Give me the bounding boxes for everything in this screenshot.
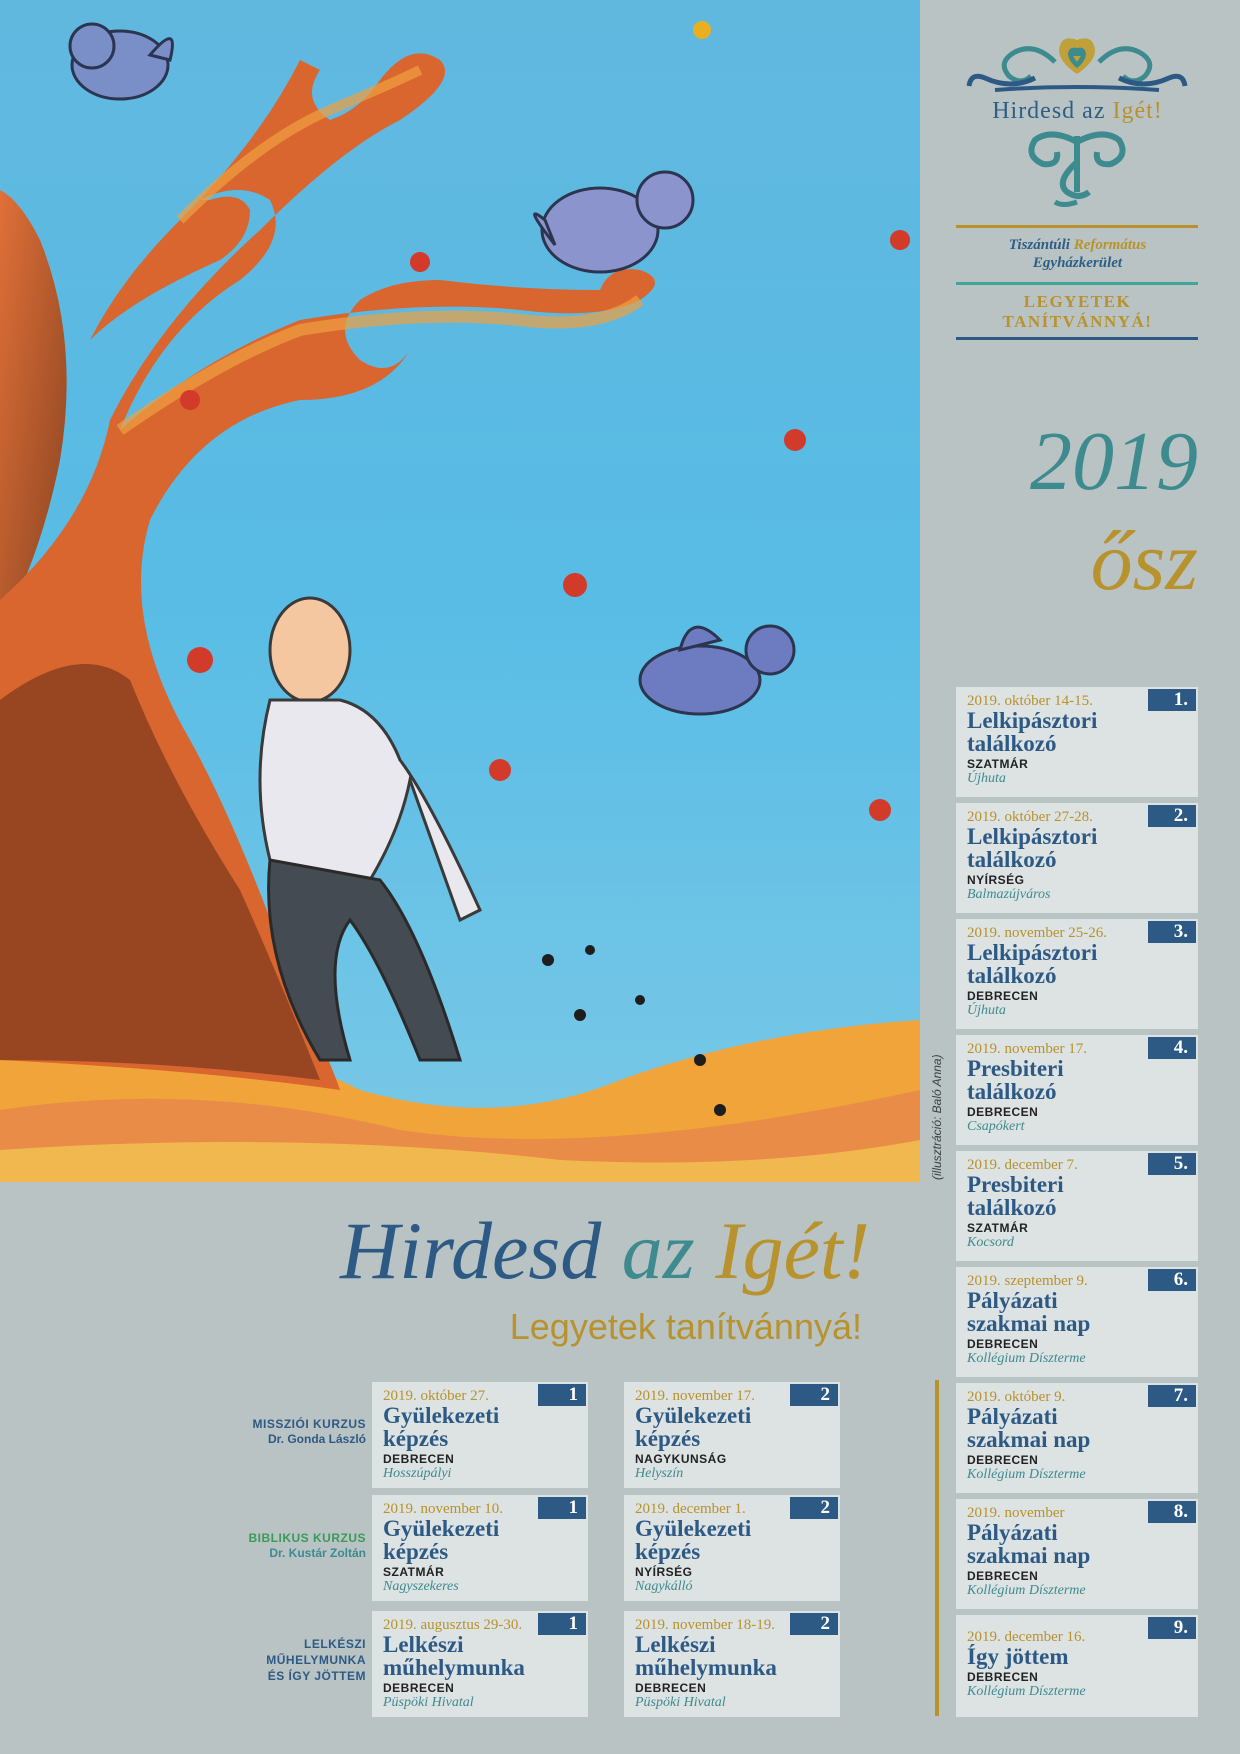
- event-title-line1: Presbiteri: [967, 1172, 1064, 1197]
- event-date: 2019. december 16.: [967, 1629, 1086, 1645]
- course-category: BIBLIKUS KURZUS: [248, 1531, 366, 1545]
- event-title: [635, 1517, 751, 1563]
- event-date: 2019. október 14-15.: [967, 693, 1093, 709]
- event-title: [967, 941, 1097, 987]
- event-place: SZATMÁR: [383, 1565, 445, 1579]
- event-title: [383, 1517, 499, 1563]
- event-title-line1: Lelkipásztori: [967, 824, 1098, 849]
- event-title-line2: műhelymunka: [635, 1655, 777, 1680]
- event-card: [956, 803, 1198, 913]
- event-card: [956, 687, 1198, 797]
- event-place: DEBRECEN: [967, 1337, 1039, 1351]
- event-title: [967, 1057, 1064, 1103]
- event-date: 2019. augusztus 29-30.: [383, 1617, 523, 1633]
- event-number: 5.: [1148, 1153, 1196, 1175]
- event-venue: Csapókert: [967, 1119, 1025, 1134]
- event-place: DEBRECEN: [967, 1670, 1039, 1684]
- org-line2: Egyházkerület: [1032, 255, 1123, 271]
- event-title-line2: képzés: [635, 1539, 701, 1564]
- event-place: DEBRECEN: [967, 989, 1039, 1003]
- event-number: 2: [790, 1497, 838, 1519]
- event-title-line2: találkozó: [967, 1195, 1057, 1220]
- event-title-line1: Gyülekezeti: [635, 1516, 752, 1541]
- event-title-line2: képzés: [635, 1426, 701, 1451]
- course-category-line2: MŰHELYMUNKA: [266, 1653, 366, 1667]
- headline: [230, 1206, 870, 1296]
- event-card: [956, 1499, 1198, 1609]
- event-place: SZATMÁR: [967, 1221, 1029, 1235]
- event-title-line1: Pályázati: [967, 1404, 1058, 1429]
- event-place: NYÍRSÉG: [967, 873, 1025, 887]
- event-title: [967, 1645, 1069, 1668]
- event-date: 2019. november 25-26.: [967, 925, 1107, 941]
- event-place: DEBRECEN: [967, 1453, 1039, 1467]
- logo-title-part2: Igét!: [1112, 98, 1163, 124]
- course-category: MISSZIÓI KURZUS: [252, 1417, 366, 1431]
- event-title: [967, 825, 1097, 871]
- event-date: 2019. december 1.: [635, 1501, 746, 1517]
- event-title-line2: szakmai nap: [967, 1427, 1091, 1452]
- event-title-line1: Lelkipásztori: [967, 708, 1098, 733]
- course-label: [150, 1416, 366, 1446]
- event-venue: Püspöki Hivatal: [383, 1695, 474, 1710]
- event-title: [967, 1405, 1090, 1451]
- course-leader: Dr. Gonda László: [267, 1432, 366, 1446]
- event-number: 2: [790, 1384, 838, 1406]
- column-divider-line: [935, 1380, 939, 1716]
- event-title: [967, 1173, 1064, 1219]
- event-title-line1: Gyülekezeti: [383, 1516, 500, 1541]
- course-event-card: [372, 1382, 588, 1488]
- event-title-line2: találkozó: [967, 847, 1057, 872]
- event-card: [956, 919, 1198, 1029]
- event-place: NYÍRSÉG: [635, 1565, 693, 1579]
- event-place: DEBRECEN: [635, 1681, 707, 1695]
- event-venue: Kollégium Díszterme: [967, 1351, 1086, 1366]
- event-date: 2019. december 7.: [967, 1157, 1078, 1173]
- event-title-line1: Gyülekezeti: [383, 1403, 500, 1428]
- event-number: 4.: [1148, 1037, 1196, 1059]
- org-line1-part1: Tiszántúli: [1008, 237, 1074, 253]
- event-title-line1: Lelkészi: [383, 1632, 464, 1657]
- event-place: SZATMÁR: [967, 757, 1029, 771]
- event-title-line1: Lelkészi: [635, 1632, 716, 1657]
- event-date: 2019. november 17.: [635, 1388, 755, 1404]
- event-venue: Helyszín: [635, 1466, 684, 1481]
- event-place: DEBRECEN: [383, 1452, 455, 1466]
- event-title-line2: találkozó: [967, 731, 1057, 756]
- logo-ornament: [955, 32, 1200, 222]
- headline-part2: az: [621, 1205, 716, 1296]
- event-date: 2019. október 27.: [383, 1388, 489, 1404]
- motto-line1: LEGYETEK: [1023, 292, 1132, 311]
- event-venue: Balmazújváros: [967, 887, 1051, 902]
- course-event-card: [372, 1495, 588, 1601]
- event-title-line2: szakmai nap: [967, 1311, 1091, 1336]
- event-number: 3.: [1148, 921, 1196, 943]
- course-label: [150, 1636, 366, 1684]
- event-title: [635, 1633, 777, 1679]
- divider-teal: [956, 282, 1198, 285]
- event-card: [956, 1151, 1198, 1261]
- event-venue: Nagykálló: [635, 1579, 693, 1594]
- event-date: 2019. október 9.: [967, 1389, 1066, 1405]
- subheadline: Legyetek tanítvánnyá!: [509, 1306, 862, 1347]
- event-date: 2019. november 18-19.: [635, 1617, 775, 1633]
- headline-part3: Igét!: [715, 1205, 870, 1296]
- event-title-line1: Pályázati: [967, 1520, 1058, 1545]
- event-number: 1.: [1148, 689, 1196, 711]
- event-venue: Újhuta: [967, 771, 1006, 786]
- event-card: [956, 1383, 1198, 1493]
- event-venue: Kollégium Díszterme: [967, 1684, 1086, 1699]
- event-card: [956, 1267, 1198, 1377]
- event-number: 9.: [1148, 1617, 1196, 1639]
- event-card: [956, 1615, 1198, 1717]
- event-title-line2: képzés: [383, 1426, 449, 1451]
- event-number: 6.: [1148, 1269, 1196, 1291]
- event-title-line2: találkozó: [967, 963, 1057, 988]
- event-number: 7.: [1148, 1385, 1196, 1407]
- logo-title-part1: Hirdesd az: [992, 98, 1113, 124]
- illustration: [0, 0, 920, 1182]
- course-category-line3: ÉS ÍGY JÖTTEM: [267, 1669, 366, 1683]
- event-number: 2.: [1148, 805, 1196, 827]
- event-venue: Püspöki Hivatal: [635, 1695, 726, 1710]
- course-event-card: [624, 1611, 840, 1717]
- motto-line2: TANÍTVÁNNYÁ!: [1002, 312, 1153, 331]
- event-venue: Kollégium Díszterme: [967, 1467, 1086, 1482]
- event-date: 2019. október 27-28.: [967, 809, 1093, 825]
- course-event-card: [372, 1611, 588, 1717]
- event-place: NAGYKUNSÁG: [635, 1452, 727, 1466]
- event-number: 1: [538, 1384, 586, 1406]
- course-event-card: [624, 1495, 840, 1601]
- event-title-line1: Presbiteri: [967, 1056, 1064, 1081]
- event-venue: Kocsord: [967, 1235, 1014, 1250]
- event-date: 2019. november: [967, 1505, 1065, 1521]
- event-date: 2019. november 10.: [383, 1501, 503, 1517]
- org-line1-part2: Református: [1073, 237, 1147, 253]
- event-title-line1: Így jöttem: [967, 1644, 1069, 1669]
- event-card: [956, 1035, 1198, 1145]
- event-number: 1: [538, 1497, 586, 1519]
- event-date: 2019. november 17.: [967, 1041, 1087, 1057]
- event-title-line1: Pályázati: [967, 1288, 1058, 1313]
- motto: [955, 292, 1200, 332]
- event-title: [383, 1633, 525, 1679]
- event-venue: Nagyszekeres: [383, 1579, 459, 1594]
- season: ősz: [1090, 515, 1198, 608]
- event-venue: Kollégium Díszterme: [967, 1583, 1086, 1598]
- event-place: DEBRECEN: [967, 1105, 1039, 1119]
- event-title-line1: Gyülekezeti: [635, 1403, 752, 1428]
- event-date: 2019. szeptember 9.: [967, 1273, 1088, 1289]
- event-title: [383, 1404, 499, 1450]
- divider-blue: [956, 337, 1198, 340]
- event-title: [635, 1404, 751, 1450]
- event-number: 8.: [1148, 1501, 1196, 1523]
- illustration-credit: [930, 1040, 946, 1180]
- event-title-line2: találkozó: [967, 1079, 1057, 1104]
- course-event-card: [624, 1382, 840, 1488]
- illustration-credit-text: (illusztráció: Baló Anna): [930, 1054, 944, 1180]
- event-title: [967, 1289, 1090, 1335]
- organization: [955, 236, 1200, 272]
- event-title-line1: Lelkipásztori: [967, 940, 1098, 965]
- year: 2019: [1030, 415, 1198, 508]
- event-title: [967, 709, 1097, 755]
- course-leader: Dr. Kustár Zoltán: [269, 1546, 366, 1560]
- course-label: [150, 1530, 366, 1560]
- logo-title: [955, 98, 1200, 125]
- divider-gold: [956, 225, 1198, 228]
- event-number: 2: [790, 1613, 838, 1635]
- event-place: DEBRECEN: [383, 1681, 455, 1695]
- event-title: [967, 1521, 1090, 1567]
- event-venue: Hosszúpályi: [383, 1466, 452, 1481]
- event-title-line2: képzés: [383, 1539, 449, 1564]
- event-title-line2: szakmai nap: [967, 1543, 1091, 1568]
- event-title-line2: műhelymunka: [383, 1655, 525, 1680]
- event-venue: Újhuta: [967, 1003, 1006, 1018]
- event-place: DEBRECEN: [967, 1569, 1039, 1583]
- event-number: 1: [538, 1613, 586, 1635]
- course-category-line1: LELKÉSZI: [303, 1637, 366, 1651]
- headline-part1: Hirdesd: [340, 1205, 622, 1296]
